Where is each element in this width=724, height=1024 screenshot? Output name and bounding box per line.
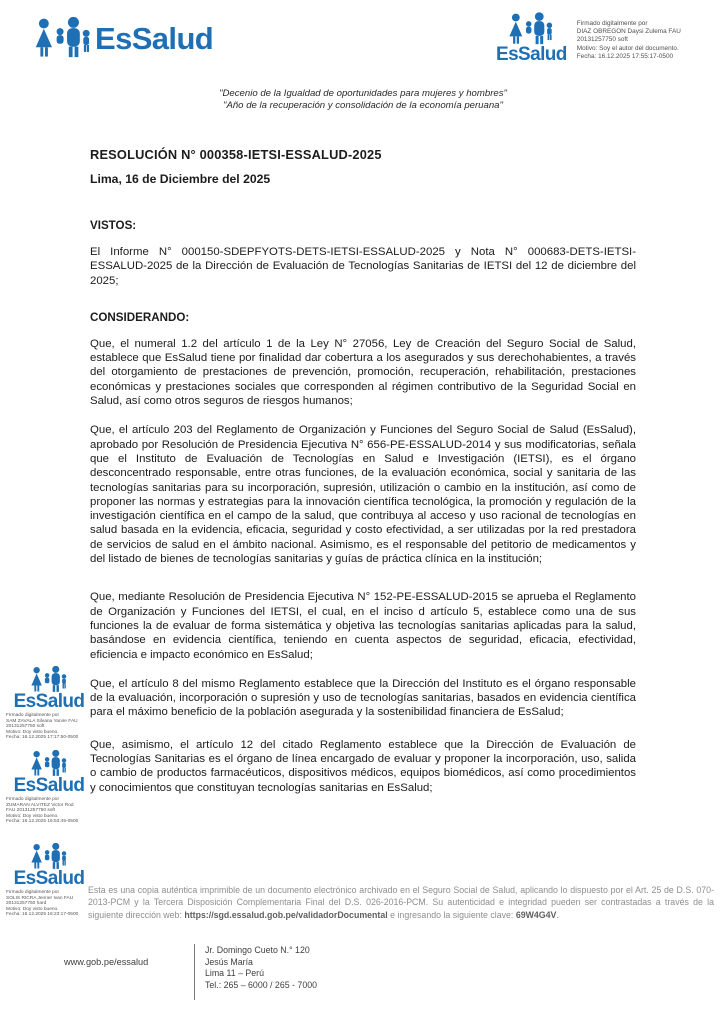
considerando-paragraph-4: Que, el artículo 8 del mismo Reglamento establece que la Dirección del Instituto es el órgano responsable de la evaluación, incorporación o supresión y uso de tecnologías sanitarias, basados en evidencia científica para el máximo beneficio de la población asegurada y la sostenibilidad financiera de EsSalud; [90,677,636,719]
signature-line: 20131257750 hard [6,901,47,906]
signature-line: Firmado digitalmente por [6,890,60,895]
essalud-logo-stamp [6,750,92,795]
address-line: Lima 11 – Perú [205,968,265,979]
signature-line: Firmado digitalmente por [576,20,648,27]
essalud-logo-text: EsSalud [496,44,567,65]
signature-stamp-2 [6,750,98,825]
signature-text-2 [6,797,98,825]
address-line: Jr. Domingo Cueto N.° 120 [205,945,310,955]
essalud-logo-text: EsSalud [13,691,85,712]
signature-line: Fecha: 16.12.2025 16:23:17-0500 [6,912,79,917]
signature-line: Motivo: Doy visto bueno. [6,906,59,912]
page-footer [64,944,317,1000]
signature-line: 20131257750 soft [6,724,45,729]
signature-stamp-1 [6,666,98,741]
signature-line: Motivo: Soy el autor del documento. [576,44,679,52]
signature-line: Firmado digitalmente por [6,713,60,718]
essalud-family-icon [508,12,554,46]
document-key: 69W4G4V [515,909,557,920]
essalud-family-icon [30,843,68,870]
header-quotes [90,88,636,112]
signature-line: SOLIS RICRA Jenner Ivan FAU [6,895,74,901]
signature-line: DIAZ OBREGON Daysi Zulema FAU [576,28,681,36]
signature-line: SAM ZAVALA Silvana Yanire FAU [6,718,78,724]
signature-line: Fecha: 16.12.2025 17:17:50-0500 [6,735,79,740]
quote-line-1: "Decenio de la Igualdad de oportunidades para mujeres y hombres" [219,88,507,99]
essalud-family-icon [34,16,92,60]
signature-line: ZUMARAN ALVITEZ Victor Rod [6,802,74,808]
signature-line: Fecha: 16.12.2025 17:55:17-0500 [576,52,674,60]
resolution-title: RESOLUCIÓN N° 000358-IETSI-ESSALUD-2025 [90,147,382,162]
signature-line: FAU 20131257750 soft [6,808,56,813]
signature-line: Motivo: Doy visto bueno. [6,813,59,819]
signature-stamp-top-right [496,12,703,64]
date-line: Lima, 16 de Diciembre del 2025 [90,172,271,186]
address-line: Jesús María [205,956,253,967]
authenticity-note [88,884,714,921]
signature-line: Fecha: 16.12.2025 16:53:45-0500 [6,819,79,824]
signature-line: Firmado digitalmente por [6,797,60,802]
vistos-paragraph: El Informe N° 000150-SDEPFYOTS-DETS-IETSI-ESSALUD-2025 y Nota N° 000683-DETS-IETSI-ESSALUD-2025 de la Dirección de Evaluación de Tecnologías Sanitarias de IETSI del 12 de diciembre del 2025; [90,246,636,287]
signature-line: Motivo: Doy visto bueno. [6,729,59,735]
essalud-logo-top-left [34,16,213,60]
considerando-paragraph-2: Que, el artículo 203 del Reglamento de Organización y Funciones del Seguro Social de Salud (EsSalud), aprobado por Resolución de Presidencia Ejecutiva N° 656-PE-ESSALUD-2014 y sus modificatorias, señala que el Instituto de Evaluación de Tecnologías en Salud e Investigación (IETSI), es el órgano desconcentrado responsable, entre otras funciones, de la evaluación económica, social y sanitaria de las tecnologías sanitarias para su incorporación, supresión, utilización o cambio en la institución, así como de proponer las normas y estrategias para la innovación científica tecnológica, la promoción y regulación de la investigación científica en el campo de la salud, que contribuya al acceso y uso racional de tecnologías en salud basada en la evidencia, eficacia, seguridad y costo efectividad, a ser utilizadas por la red prestadora de servicios de salud en el ámbito nacional. Asimismo, es el responsable del petitorio de medicamentos y del listado de bienes de tecnologías sanitarias y guías de práctica clínica en la institución; [90,424,636,566]
essalud-logo-text: EsSalud [95,20,214,56]
considerando-paragraph-3: Que, mediante Resolución de Presidencia Ejecutiva N° 152-PE-ESSALUD-2015 se aprueba el Reglamento de Organización y Funciones del IETSI, el cual, en el inciso d artículo 5, establece como una de sus funciones la de evaluar de forma sistemática y objetiva las tecnologías sanitarias aplicadas para la salud, basándose en evidencia científica, teniendo en cuenta aspectos de seguridad, eficacia, efectividad, eficiencia e impacto económico en EsSalud; [90,591,636,661]
document-body [90,146,636,795]
validator-url: https://sgd.essalud.gob.pe/validadorDocumental [184,909,388,920]
address-line: Tel.: 265 – 6000 / 265 - 7000 [205,979,318,990]
considerando-heading: CONSIDERANDO: [90,310,190,324]
signature-text-top [577,12,703,64]
essalud-family-icon [30,666,68,693]
footer-divider [194,944,195,1000]
essalud-logo-text: EsSalud [13,868,85,889]
authenticity-text: Esta es una copia auténtica imprimible de un documento electrónico archivado en el Seguro Social de Salud, aplicando lo dispuesto por el Art. 25 de D.S. 070-2013-PCM y la Tercera Disposición Complementaria Final del D.S. 026-2016-PCM. Su autenticidad e integridad pueden ser contrastadas a través de la siguiente dirección web: [88,885,714,920]
quote-line-2: "Año de la recuperación y consolidación de la economía peruana" [223,99,503,111]
essalud-family-icon [30,750,68,777]
essalud-logo-text: EsSalud [13,775,85,796]
signature-stamp-3 [6,843,98,918]
essalud-logo-stamp [6,666,92,711]
authenticity-text: e ingresando la siguiente clave: [387,909,516,920]
vistos-heading: VISTOS: [90,219,137,232]
essalud-logo-stamp-top [496,12,567,64]
considerando-paragraph-1: Que, el numeral 1.2 del artículo 1 de la Ley N° 27056, Ley de Creación del Seguro Social de Salud, establece que EsSalud tiene por finalidad dar cobertura a los asegurados y sus derechohabientes, a través del otorgamiento de prestaciones de prevención, promoción, recuperación, rehabilitación, prestaciones económicas y prestaciones sociales que corresponden al régimen contributivo de la Seguridad Social en Salud, así como otros seguros de riesgos humanos; [90,337,636,408]
signature-text-3 [6,890,98,918]
authenticity-text: . [556,909,559,920]
signature-text-1 [6,713,98,741]
website: www.gob.pe/essalud [64,957,149,967]
considerando-paragraph-5: Que, asimismo, el artículo 12 del citado Reglamento establece que la Dirección de Evaluación de Tecnologías Sanitarias es el órgano de línea encargado de evaluar y proponer la incorporación, uso, salida o cambio de productos farmacéuticos, dispositivos médicos, equipos biomédicos, así como procedimientos y conocimientos que constituyan tecnologías sanitarias en EsSalud; [90,738,636,794]
address-block [205,944,317,991]
signature-line: 20131257750 soft [576,36,628,44]
essalud-logo-stamp [6,843,92,888]
